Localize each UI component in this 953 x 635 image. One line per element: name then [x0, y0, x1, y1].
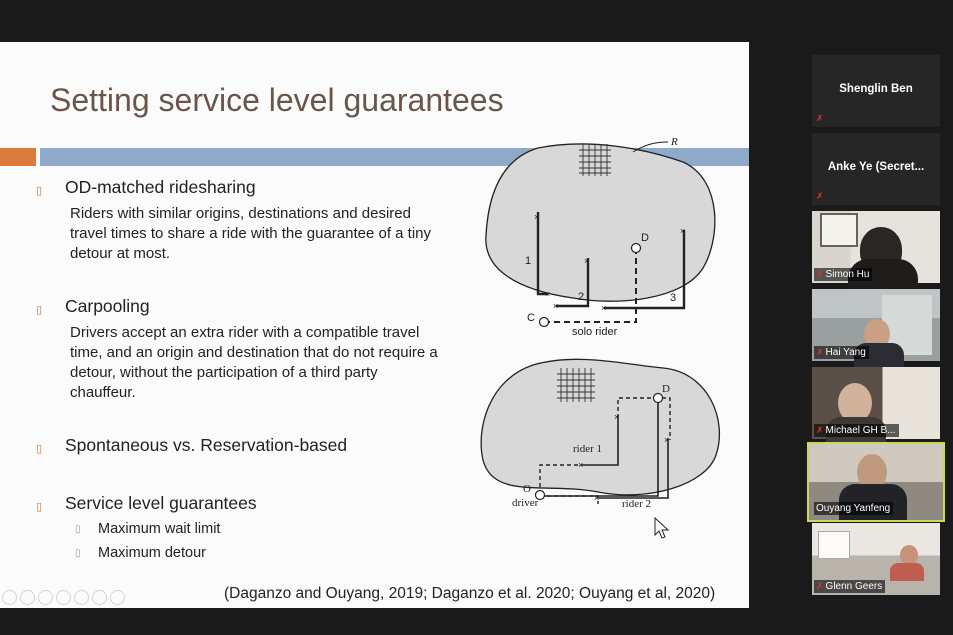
- next-slide-icon[interactable]: [20, 590, 35, 605]
- rider-1-label: rider 1: [573, 443, 603, 455]
- bottom-destination-label: D: [662, 383, 670, 395]
- participant-tile[interactable]: [812, 133, 940, 205]
- rider-2-dashed: [540, 496, 598, 504]
- svg-text:×: ×: [594, 493, 600, 503]
- svg-text:×: ×: [545, 289, 551, 299]
- muted-mic-icon: ✗: [816, 113, 824, 123]
- ridesharing-diagram: [478, 136, 728, 510]
- sub-bullet-marker: ▯: [75, 524, 81, 535]
- bullet-body: Drivers accept an extra rider with a compatible travel time, and an origin and destination that do not require a detour, without the participation of a third party chauffeur.: [70, 324, 438, 401]
- participant-tile[interactable]: [812, 55, 940, 127]
- participant-name: Anke Ye (Secret...: [827, 161, 925, 173]
- pen-icon[interactable]: [38, 590, 53, 605]
- trip-3-label: 3: [670, 292, 677, 304]
- muted-mic-icon: ✗: [816, 425, 824, 435]
- bullet-heading: Service level guarantees: [65, 493, 257, 513]
- trip-2-x: ×: [584, 256, 590, 266]
- muted-mic-icon: ✗: [816, 581, 824, 591]
- mouse-cursor-icon: [654, 517, 670, 541]
- slides-icon[interactable]: [56, 590, 71, 605]
- sub-bullet-item: Maximum detour: [98, 545, 206, 561]
- sub-bullet-marker: ▯: [75, 548, 81, 559]
- bullet-marker: ▯: [36, 303, 43, 316]
- svg-text:×: ×: [553, 301, 559, 311]
- svg-text:×: ×: [578, 460, 584, 470]
- svg-text:×: ×: [614, 412, 620, 422]
- origin-label: C: [527, 312, 535, 324]
- participant-caption: ✗ Simon Hu: [814, 268, 872, 281]
- participant-video-tile[interactable]: [812, 289, 940, 361]
- participant-video-tile[interactable]: [812, 523, 940, 595]
- participant-caption: ✗ Glenn Geers: [814, 580, 885, 593]
- slideshow-controls: [2, 590, 125, 605]
- destination-label: D: [641, 232, 649, 244]
- rider-2-label: rider 2: [622, 498, 652, 510]
- participant-name: Shenglin Ben: [839, 83, 913, 95]
- presentation-slide: [0, 42, 749, 608]
- more-options-icon[interactable]: [110, 590, 125, 605]
- bullet-heading: OD-matched ridesharing: [65, 177, 256, 197]
- accent-bar-orange: [0, 148, 36, 166]
- bullet-marker: ▯: [36, 442, 43, 455]
- prev-slide-icon[interactable]: [2, 590, 17, 605]
- bullet-body: Riders with similar origins, destinations and desired travel times to share a ride with the guarantee of a tiny detour at most.: [70, 205, 432, 262]
- slide-title: Setting service level guarantees: [50, 82, 504, 118]
- bullet-marker: ▯: [36, 184, 43, 197]
- destination-node: [632, 244, 641, 253]
- trip-3-x: ×: [680, 226, 686, 236]
- trip-2-label: 2: [578, 291, 585, 303]
- region-blob-bottom: [481, 359, 719, 495]
- participant-caption: ✗ Michael GH B...: [814, 424, 899, 437]
- bottom-origin-label: O: [523, 483, 531, 495]
- sub-bullet-item: Maximum wait limit: [98, 521, 221, 537]
- participant-caption: Ouyang Yanfeng: [814, 502, 893, 515]
- region-blob-top: [486, 144, 715, 301]
- muted-mic-icon: ✗: [816, 191, 824, 201]
- trip-1-label: 1: [525, 255, 532, 267]
- citation: (Daganzo and Ouyang, 2019; Daganzo et al. 2020; Ouyang et al, 2020): [224, 585, 716, 602]
- muted-mic-icon: ✗: [816, 269, 824, 279]
- driver-label: driver: [512, 497, 539, 509]
- muted-mic-icon: ✗: [816, 347, 824, 357]
- bullet-heading: Spontaneous vs. Reservation-based: [65, 435, 348, 455]
- participant-video-tile[interactable]: [812, 367, 940, 439]
- origin-node: [540, 318, 549, 327]
- participant-caption: ✗ Hai Yang: [814, 346, 869, 359]
- participant-video-tile[interactable]: [812, 211, 940, 283]
- bullet-heading: Carpooling: [65, 296, 150, 316]
- subtitle-icon[interactable]: [92, 590, 107, 605]
- region-label: R: [671, 136, 678, 148]
- svg-text:×: ×: [664, 435, 670, 445]
- solo-rider-caption: solo rider: [572, 326, 618, 338]
- bullet-marker: ▯: [36, 500, 43, 513]
- zoom-icon[interactable]: [74, 590, 89, 605]
- svg-text:×: ×: [601, 303, 607, 313]
- participant-video-tile-active[interactable]: [809, 444, 943, 520]
- trip-1-x: ×: [534, 212, 540, 222]
